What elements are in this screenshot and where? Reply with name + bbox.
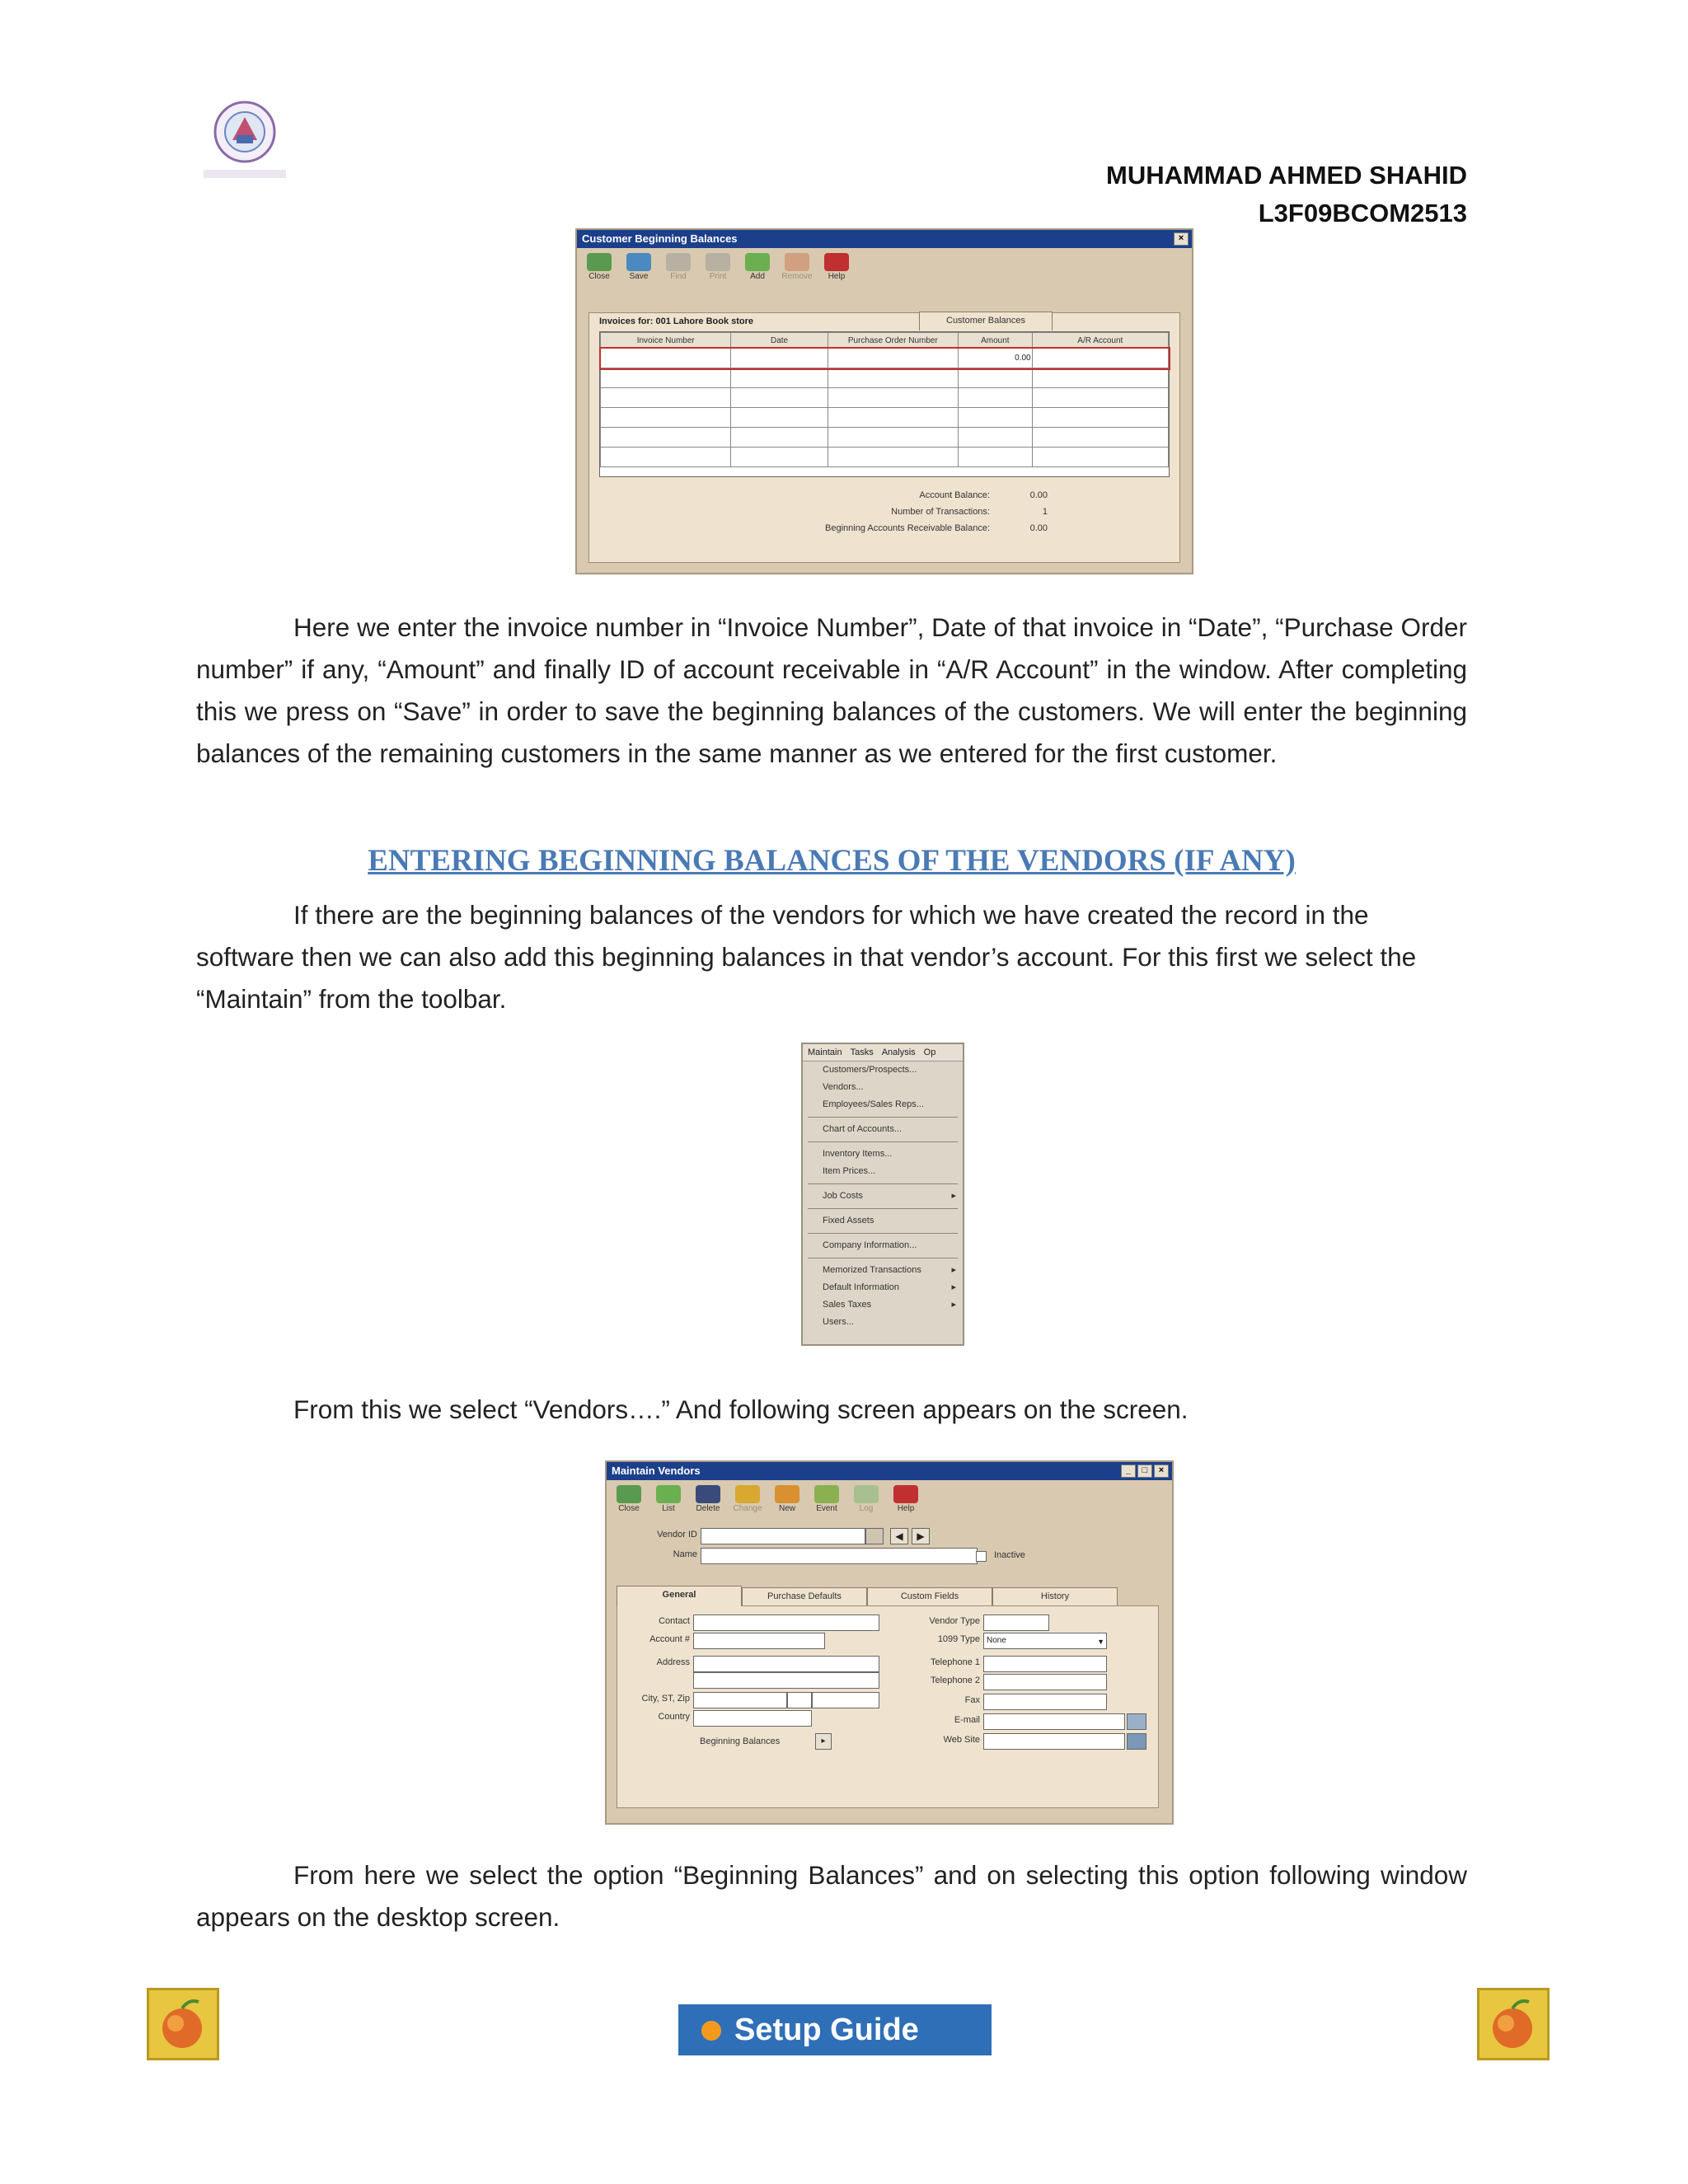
menu-item-inventory-items[interactable]: Inventory Items...: [823, 1149, 893, 1159]
remove-icon: [785, 253, 809, 271]
author-block: [1106, 157, 1467, 232]
address-label: Address: [656, 1657, 690, 1667]
tab-custom-fields[interactable]: Custom Fields: [867, 1587, 992, 1606]
menu-item-employees[interactable]: Employees/Sales Reps...: [823, 1099, 924, 1109]
save-button[interactable]: Save: [623, 253, 654, 281]
list-icon: [656, 1485, 681, 1503]
zip-field[interactable]: [812, 1692, 879, 1708]
website-open-icon[interactable]: [1127, 1733, 1146, 1750]
maintain-vendors-window: [605, 1460, 1174, 1825]
column-date[interactable]: Date: [731, 333, 828, 349]
website-label: Web Site: [943, 1735, 980, 1745]
close-icon[interactable]: ×: [1174, 232, 1189, 246]
close-button[interactable]: Close: [613, 1485, 645, 1513]
po-number-cell[interactable]: [828, 349, 958, 368]
country-label: Country: [658, 1712, 690, 1722]
menu-analysis[interactable]: Analysis: [881, 1047, 916, 1057]
invoice-number-cell[interactable]: [601, 349, 731, 368]
address-line2-field[interactable]: [693, 1672, 879, 1689]
menu-item-vendors[interactable]: Vendors...: [823, 1082, 864, 1092]
log-icon: [854, 1485, 879, 1503]
email-field[interactable]: [983, 1713, 1125, 1730]
country-field[interactable]: [693, 1710, 812, 1727]
column-invoice-number[interactable]: Invoice Number: [601, 333, 731, 349]
university-logo-icon: [191, 97, 298, 186]
telephone1-label: Telephone 1: [931, 1657, 980, 1667]
name-field[interactable]: [701, 1548, 978, 1564]
type-1099-select[interactable]: [983, 1633, 1107, 1649]
delete-button[interactable]: Delete: [692, 1485, 724, 1513]
table-row[interactable]: [601, 349, 1169, 368]
fax-label: Fax: [964, 1695, 980, 1705]
author-name: MUHAMMAD AHMED SHAHID: [1106, 161, 1467, 190]
menu-maintain[interactable]: Maintain: [808, 1047, 842, 1057]
help-book-icon: [824, 253, 849, 271]
help-button[interactable]: Help: [821, 253, 852, 281]
inactive-label: Inactive: [994, 1550, 1025, 1560]
find-icon: [666, 253, 691, 271]
beginning-ar-balance-label: Beginning Accounts Receivable Balance:: [825, 523, 990, 533]
next-vendor-button[interactable]: ▶: [912, 1528, 930, 1544]
setup-guide-label: Setup Guide: [734, 2013, 919, 2047]
invoices-panel: [588, 312, 1180, 563]
menu-item-customers[interactable]: Customers/Prospects...: [823, 1065, 917, 1075]
menu-item-chart-of-accounts[interactable]: Chart of Accounts...: [823, 1124, 902, 1134]
tab-customer-balances[interactable]: Customer Balances: [919, 312, 1053, 330]
table-row[interactable]: [601, 428, 1169, 448]
contact-field[interactable]: [693, 1615, 879, 1631]
number-of-transactions-label: Number of Transactions:: [891, 507, 990, 517]
prev-vendor-button[interactable]: ◀: [890, 1528, 908, 1544]
window-title: Maintain Vendors: [612, 1465, 701, 1477]
menu-separator: [808, 1183, 958, 1184]
tab-general[interactable]: General: [617, 1586, 742, 1606]
website-field[interactable]: [983, 1733, 1125, 1750]
tab-history[interactable]: History: [992, 1587, 1118, 1606]
type-1099-value: None: [987, 1636, 1006, 1645]
ar-account-cell[interactable]: [1032, 349, 1168, 368]
close-button[interactable]: Close: [584, 253, 615, 281]
fruit-logo-icon: [1477, 1988, 1550, 2060]
tab-purchase-defaults[interactable]: Purchase Defaults: [742, 1587, 867, 1606]
close-icon[interactable]: ×: [1154, 1465, 1169, 1478]
change-key-icon: [735, 1485, 760, 1503]
menu-tasks[interactable]: Tasks: [850, 1047, 874, 1057]
email-label: E-mail: [954, 1715, 980, 1725]
menu-item-default-information[interactable]: Default Information ▸: [803, 1279, 963, 1296]
customer-toolbar: [577, 248, 1192, 286]
menu-item-company-information[interactable]: Company Information...: [823, 1240, 917, 1250]
vendor-type-label: Vendor Type: [929, 1616, 980, 1626]
column-purchase-order-number[interactable]: Purchase Order Number: [828, 333, 958, 349]
student-id: L3F09BCOM2513: [1258, 199, 1467, 227]
column-ar-account[interactable]: A/R Account: [1032, 333, 1168, 349]
maintain-menu: [801, 1043, 964, 1346]
add-button[interactable]: Add: [742, 253, 773, 281]
table-row[interactable]: [601, 368, 1169, 388]
account-balance-label: Account Balance:: [919, 490, 990, 500]
new-icon: [775, 1485, 799, 1503]
inactive-checkbox[interactable]: [976, 1551, 987, 1562]
paragraph-customer-balances: Here we enter the invoice number in “Invoice Number”, Date of that invoice in “Date”, “Purchase Order number” if any, “Amount” and finally ID of account receivable in “A/R Account” in the window. After completing this we press on “Save” in order to save the beginning balances of the customers. We will enter the beginning balances of the remaining customers in the same manner as we entered for the first customer.: [196, 612, 1467, 768]
chevron-down-icon: ▼: [1097, 1638, 1104, 1646]
column-amount[interactable]: Amount: [959, 333, 1033, 349]
paragraph-vendor-intro: If there are the beginning balances of the vendors for which we have created the record in the software then we can also add this beginning balances in that vendor’s account. For this first we select the “Maintain” from the toolbar.: [196, 900, 1417, 1014]
save-icon: [626, 253, 651, 271]
invoice-grid: [599, 331, 1170, 477]
paragraph-select-vendors: From this we select “Vendors….” And following screen appears on the screen.: [293, 1394, 1189, 1424]
close-door-icon: [587, 253, 612, 271]
setup-guide-banner: [678, 2004, 992, 2055]
vendor-toolbar: [607, 1480, 1172, 1518]
new-button[interactable]: New: [771, 1485, 803, 1513]
fruit-logo-icon: [147, 1988, 219, 2060]
menu-options[interactable]: Op: [923, 1047, 936, 1057]
help-button[interactable]: Help: [890, 1485, 921, 1513]
amount-cell[interactable]: 0.00: [959, 349, 1033, 368]
vendor-id-field[interactable]: [701, 1528, 865, 1544]
account-balance-value: 0.00: [1029, 490, 1048, 500]
customer-beginning-balances-window: [575, 228, 1193, 574]
account-number-field[interactable]: [693, 1633, 825, 1649]
list-button[interactable]: List: [653, 1485, 684, 1513]
beginning-balances-label: Beginning Balances: [700, 1736, 781, 1746]
vendor-id-label: Vendor ID: [657, 1530, 697, 1540]
general-tab-panel: [617, 1605, 1159, 1808]
number-of-transactions-value: 1: [1042, 507, 1048, 517]
email-send-icon[interactable]: [1127, 1713, 1146, 1730]
maximize-icon[interactable]: □: [1137, 1465, 1152, 1478]
event-icon: [814, 1485, 839, 1503]
table-row[interactable]: [601, 448, 1169, 467]
name-label: Name: [673, 1549, 697, 1559]
event-button[interactable]: Event: [811, 1485, 842, 1513]
add-icon: [745, 253, 770, 271]
telephone2-field[interactable]: [983, 1674, 1107, 1690]
menu-item-job-costs[interactable]: Job Costs ▸: [803, 1188, 963, 1205]
menu-separator: [808, 1208, 958, 1209]
beginning-ar-balance-value: 0.00: [1029, 523, 1048, 533]
help-book-icon: [893, 1485, 918, 1503]
city-state-zip-label: City, ST, Zip: [641, 1694, 690, 1704]
fax-field[interactable]: [983, 1694, 1107, 1710]
invoices-for-label: Invoices for: 001 Lahore Book store: [599, 316, 754, 326]
menu-separator: [808, 1233, 958, 1234]
date-cell[interactable]: [731, 349, 828, 368]
state-field[interactable]: [787, 1692, 812, 1708]
close-door-icon: [617, 1485, 641, 1503]
beginning-balances-button[interactable]: ▸: [815, 1733, 832, 1750]
menu-separator: [808, 1117, 958, 1118]
menu-item-memorized-transactions[interactable]: Memorized Transactions ▸: [803, 1262, 963, 1279]
city-field[interactable]: [693, 1692, 787, 1708]
address-line1-field[interactable]: [693, 1656, 879, 1672]
delete-icon: [696, 1485, 720, 1503]
menu-separator: [808, 1141, 958, 1142]
table-row[interactable]: [601, 408, 1169, 428]
print-button[interactable]: Print: [702, 253, 734, 281]
account-number-label: Account #: [649, 1634, 690, 1644]
vendor-type-field[interactable]: [983, 1615, 1049, 1631]
menubar: [803, 1044, 963, 1062]
menu-item-sales-taxes[interactable]: Sales Taxes ▸: [803, 1296, 963, 1314]
menu-item-users[interactable]: Users...: [823, 1317, 854, 1327]
minimize-icon[interactable]: _: [1121, 1465, 1136, 1478]
table-row[interactable]: [601, 388, 1169, 408]
menu-item-item-prices[interactable]: Item Prices...: [823, 1166, 876, 1176]
contact-label: Contact: [659, 1616, 690, 1626]
menu-item-fixed-assets[interactable]: Fixed Assets: [823, 1216, 874, 1226]
section-title: ENTERING BEGINNING BALANCES OF THE VENDORS (IF ANY): [368, 844, 1296, 878]
paragraph-beginning-balances: From here we select the option “Beginning Balances” and on selecting this option following window appears on the desktop screen.: [196, 1860, 1467, 1932]
find-button[interactable]: Find: [663, 253, 694, 281]
vendor-id-lookup[interactable]: [865, 1528, 884, 1544]
telephone1-field[interactable]: [983, 1656, 1107, 1672]
type-1099-label: 1099 Type: [937, 1634, 980, 1644]
change-button[interactable]: Change: [732, 1485, 763, 1513]
bullet-dot-icon: [701, 2021, 721, 2041]
window-titlebar: [607, 1462, 1172, 1480]
window-title: Customer Beginning Balances: [582, 232, 738, 245]
print-icon: [706, 253, 730, 271]
remove-button[interactable]: Remove: [781, 253, 813, 281]
telephone2-label: Telephone 2: [931, 1675, 980, 1685]
window-titlebar: [577, 230, 1192, 248]
log-button[interactable]: Log: [851, 1485, 882, 1513]
